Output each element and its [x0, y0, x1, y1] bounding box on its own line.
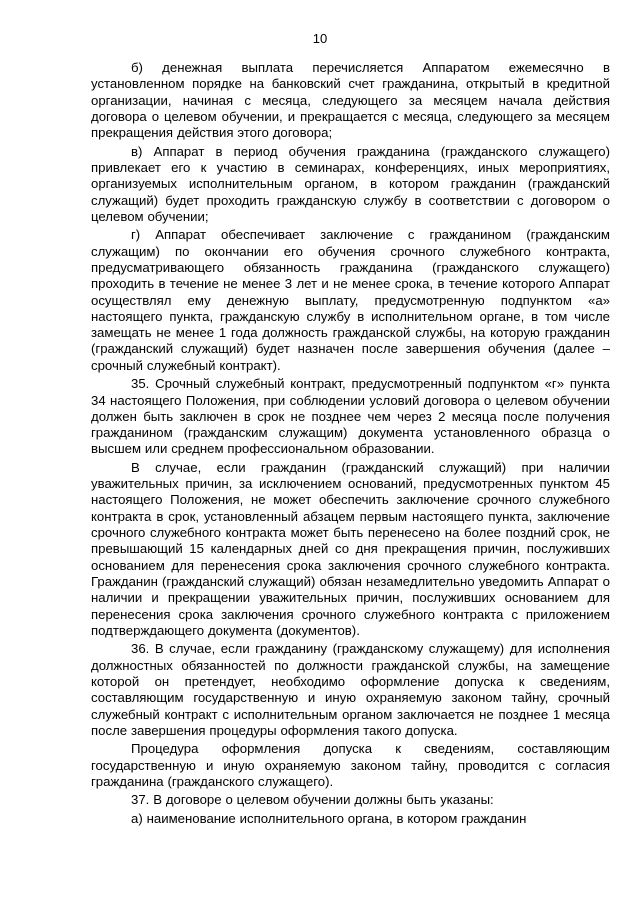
paragraph-37: 37. В договоре о целевом обучении должны быть указаны: [131, 792, 494, 808]
paragraph-35-case: В случае, если гражданин (гражданский служащий) при наличии уважительных причин, за исключением оснований, предусмотренных пунктом 45 настоящего Положения, не может обеспечить заключение срочного служебного контракта в срок, установленный абзацем первым настоящего пункта, заключение срочного служебного контракта может быть перенесено на более поздний срок, не превышающий 15 календарных дней со дня прекращения причин, послуживших основанием для перенесения срока заключения срочного служебного контракта. Гражданин (гражданский служащий) обязан незамедлительно уведомить Аппарат о наличии и прекращении уважительных причин, послуживших основанием для перенесения срока заключения срочного служебного контракта с приложением подтверждающего документа (документов). [91, 459, 610, 638]
document-body [91, 60, 610, 829]
paragraph-b: б) денежная выплата перечисляется Аппаратом ежемесячно в установленном порядке на банковский счет гражданина, открытый в кредитной организации, начиная с месяца, следующего за месяцем начала действия договора о целевом обучении, и прекращается с месяца, следующего за месяцем прекращения действия этого договора; [91, 60, 610, 141]
paragraph-36-procedure: Процедура оформления допуска к сведениям, составляющим государственную и иную охраняемую законом тайну, проводится с согласия гражданина (гражданского служащего). [91, 741, 610, 789]
page-number: 10 [312, 31, 328, 46]
paragraph-35: 35. Срочный служебный контракт, предусмотренный подпунктом «г» пункта 34 настоящего Положения, при соблюдении условий договора о целевом обучении должен быть заключен в срок не позднее чем через 2 месяца после получения гражданином (гражданским служащим) документа установленного образца о высшем или среднем профессиональном образовании. [91, 376, 610, 457]
paragraph-36: 36. В случае, если гражданину (гражданскому служащему) для исполнения должностных обязанностей по должности гражданской службы, на замещение которой он претендует, необходимо оформление допуска к сведениям, составляющим государственную и иную охраняемую законом тайну, срочный служебный контракт с исполнительным органом заключается не позднее 1 месяца после завершения процедуры оформления такого допуска. [91, 641, 610, 738]
paragraph-v: в) Аппарат в период обучения гражданина (гражданского служащего) привлекает его к участию в семинарах, конференциях, иных мероприятиях, организуемых исполнительным органом, в котором гражданин (гражданский служащий) будет проходить гражданскую службу в соответствии с договором о целевом обучении; [91, 143, 610, 224]
paragraph-37-a: а) наименование исполнительного органа, в котором гражданин [131, 810, 527, 826]
paragraph-g: г) Аппарат обеспечивает заключение с гражданином (гражданским служащим) по окончании его обучения срочного служебного контракта, предусматривающего обязанность гражданина (гражданского служащего) проходить в течение не менее 3 лет и не менее срока, в течение которого Аппарат осуществлял ему денежную выплату, предусмотренную подпунктом «а» настоящего пункта, гражданскую службу в исполнительном органе, в том числе замещать не менее 1 года должность гражданской службы, на которую гражданин (гражданский служащий) будет назначен после завершения обучения (далее – срочный служебный контракт). [91, 227, 610, 373]
